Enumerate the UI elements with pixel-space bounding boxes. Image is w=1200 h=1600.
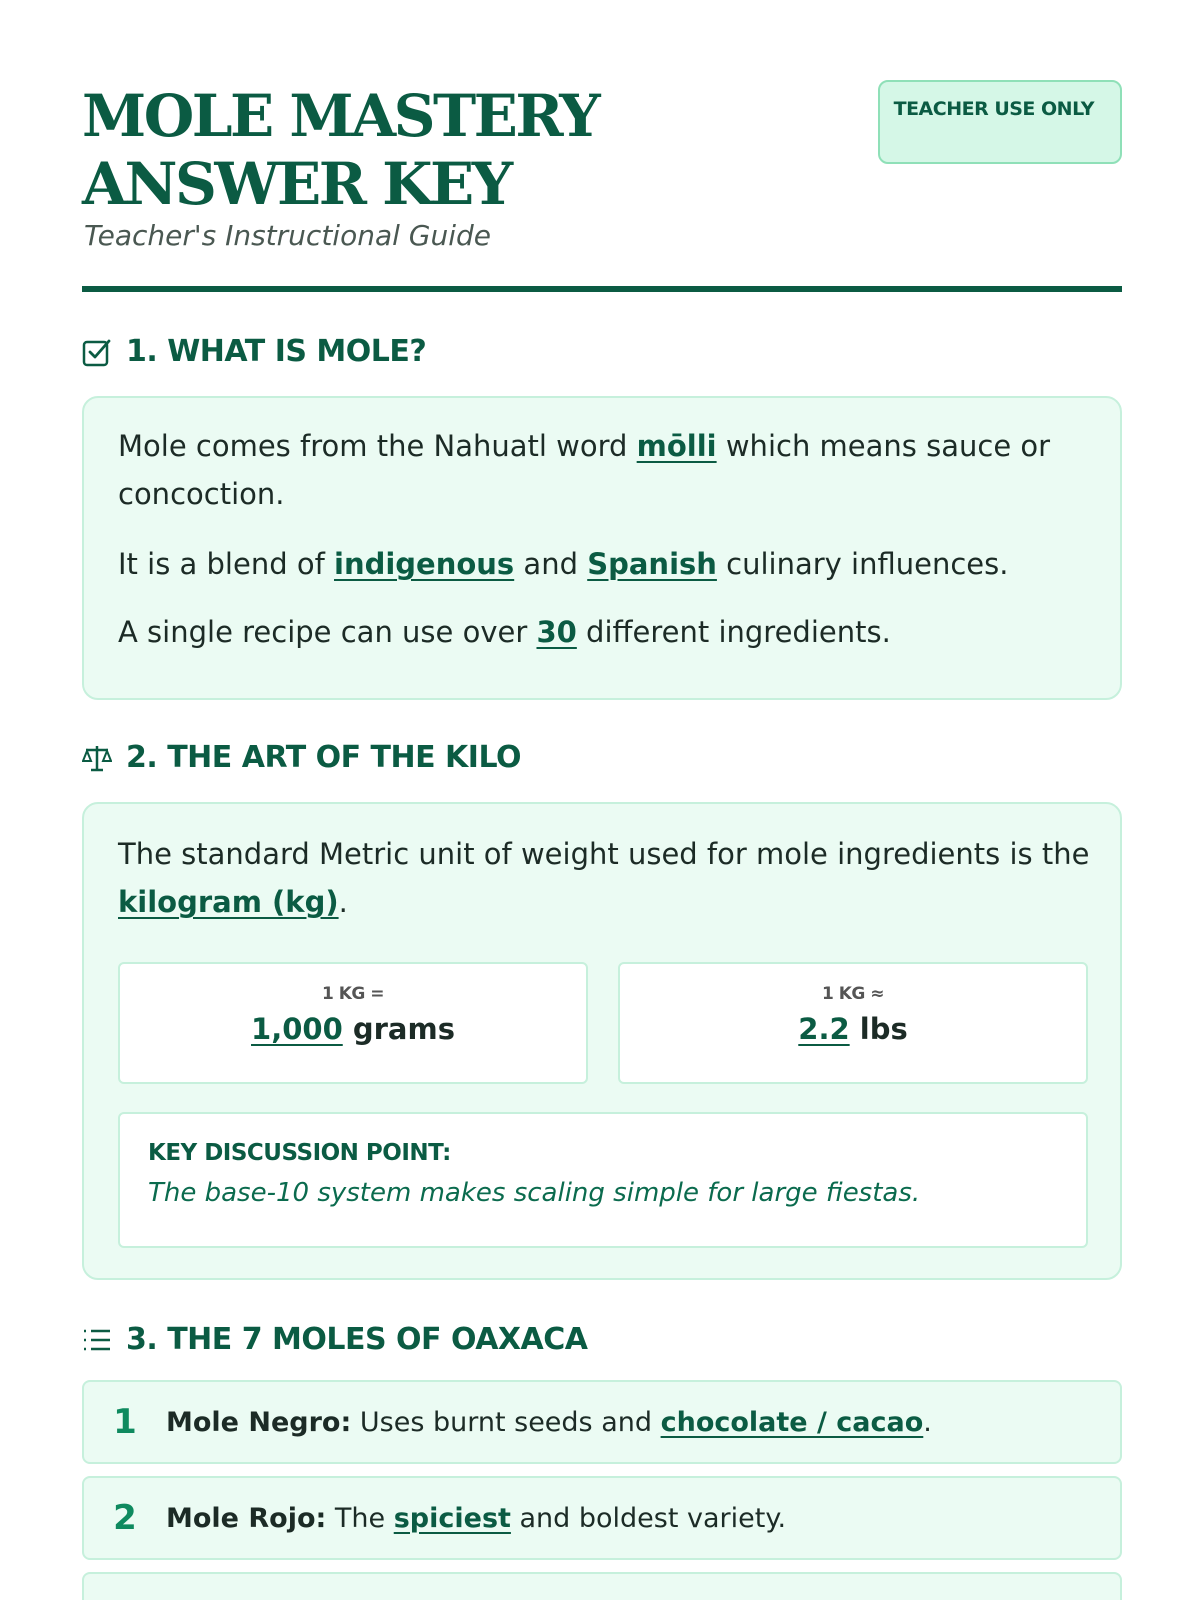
- list-item-text: [166, 1407, 932, 1438]
- discussion-point-label: KEY DISCUSSION POINT:: [148, 1140, 451, 1166]
- mole-desc-end: .: [923, 1406, 932, 1438]
- section-3-title: 3. THE 7 MOLES OF OAXACA: [126, 1322, 588, 1357]
- section-2-title: 2. THE ART OF THE KILO: [126, 740, 522, 775]
- mole-desc-end: and boldest variety.: [510, 1502, 787, 1534]
- list-item: [82, 1476, 1122, 1560]
- answer-chocolate-cacao: chocolate / cacao: [660, 1406, 924, 1438]
- grams-unit: grams: [342, 1012, 455, 1046]
- answer-molli: mōlli: [636, 429, 717, 463]
- pounds-conversion-value: [620, 1012, 1086, 1046]
- mole-desc: Uses burnt seeds and: [351, 1406, 661, 1438]
- list-item-number: 1: [113, 1402, 137, 1442]
- answer-1000: 1,000: [251, 1012, 343, 1046]
- influences-and: and: [514, 547, 588, 581]
- mole-desc: The: [326, 1502, 394, 1534]
- mole-name: Mole Negro:: [166, 1406, 352, 1438]
- section-1-card: [82, 396, 1122, 700]
- kilogram-paragraph: [118, 830, 1090, 926]
- influences-paragraph: [118, 540, 1090, 588]
- grams-conversion-box: [118, 962, 588, 1084]
- grams-conversion-value: [120, 1012, 586, 1046]
- answer-kilogram: kilogram (kg): [118, 885, 339, 919]
- section-2-heading: [82, 740, 521, 775]
- ingredients-text-end: different ingredients.: [576, 615, 891, 649]
- section-3-heading: [82, 1322, 588, 1357]
- page-header: [82, 0, 1122, 296]
- grams-conversion-label: 1 KG =: [321, 984, 385, 1004]
- page-title: MOLE MASTERY ANSWER KEY: [82, 82, 599, 218]
- list-item-number: 2: [113, 1498, 137, 1538]
- section-2-card: [82, 802, 1122, 1280]
- scale-icon: [82, 743, 112, 773]
- kilogram-period: .: [338, 885, 348, 919]
- list-item: [82, 1572, 1122, 1600]
- list-item-text: [166, 1503, 786, 1534]
- answer-key-page: [82, 0, 1122, 1538]
- kilogram-text: The standard Metric unit of weight used for mole ingredients is the: [118, 837, 1090, 871]
- page-subtitle: Teacher's Instructional Guide: [84, 219, 492, 252]
- pounds-conversion-label: 1 KG ≈: [821, 984, 885, 1004]
- etymology-text-end: which means sauce or concoction.: [118, 429, 1051, 511]
- header-divider: [82, 286, 1122, 292]
- answer-spiciest: spiciest: [393, 1502, 511, 1534]
- discussion-point-text: The base-10 system makes scaling simple for large fiestas.: [148, 1178, 921, 1208]
- answer-spanish: Spanish: [587, 547, 717, 581]
- answer-30: 30: [536, 615, 577, 649]
- etymology-paragraph: [118, 422, 1090, 518]
- answer-indigenous: indigenous: [334, 547, 515, 581]
- ingredients-text: A single recipe can use over: [118, 615, 537, 649]
- etymology-text: Mole comes from the Nahuatl word: [118, 429, 637, 463]
- section-1-heading: [82, 334, 426, 369]
- teacher-use-badge: TEACHER USE ONLY: [878, 80, 1122, 164]
- answer-2-2: 2.2: [798, 1012, 850, 1046]
- checkbox-icon: [82, 337, 112, 367]
- section-1-title: 1. WHAT IS MOLE?: [126, 334, 427, 369]
- influences-text: It is a blend of: [118, 547, 334, 581]
- pounds-unit: lbs: [849, 1012, 908, 1046]
- pounds-conversion-box: [618, 962, 1088, 1084]
- list-icon: [82, 1325, 112, 1355]
- list-item: [82, 1380, 1122, 1464]
- influences-text-end: culinary influences.: [716, 547, 1009, 581]
- mole-name: Mole Rojo:: [166, 1502, 327, 1534]
- ingredients-paragraph: [118, 608, 1090, 656]
- discussion-point-box: [118, 1112, 1088, 1248]
